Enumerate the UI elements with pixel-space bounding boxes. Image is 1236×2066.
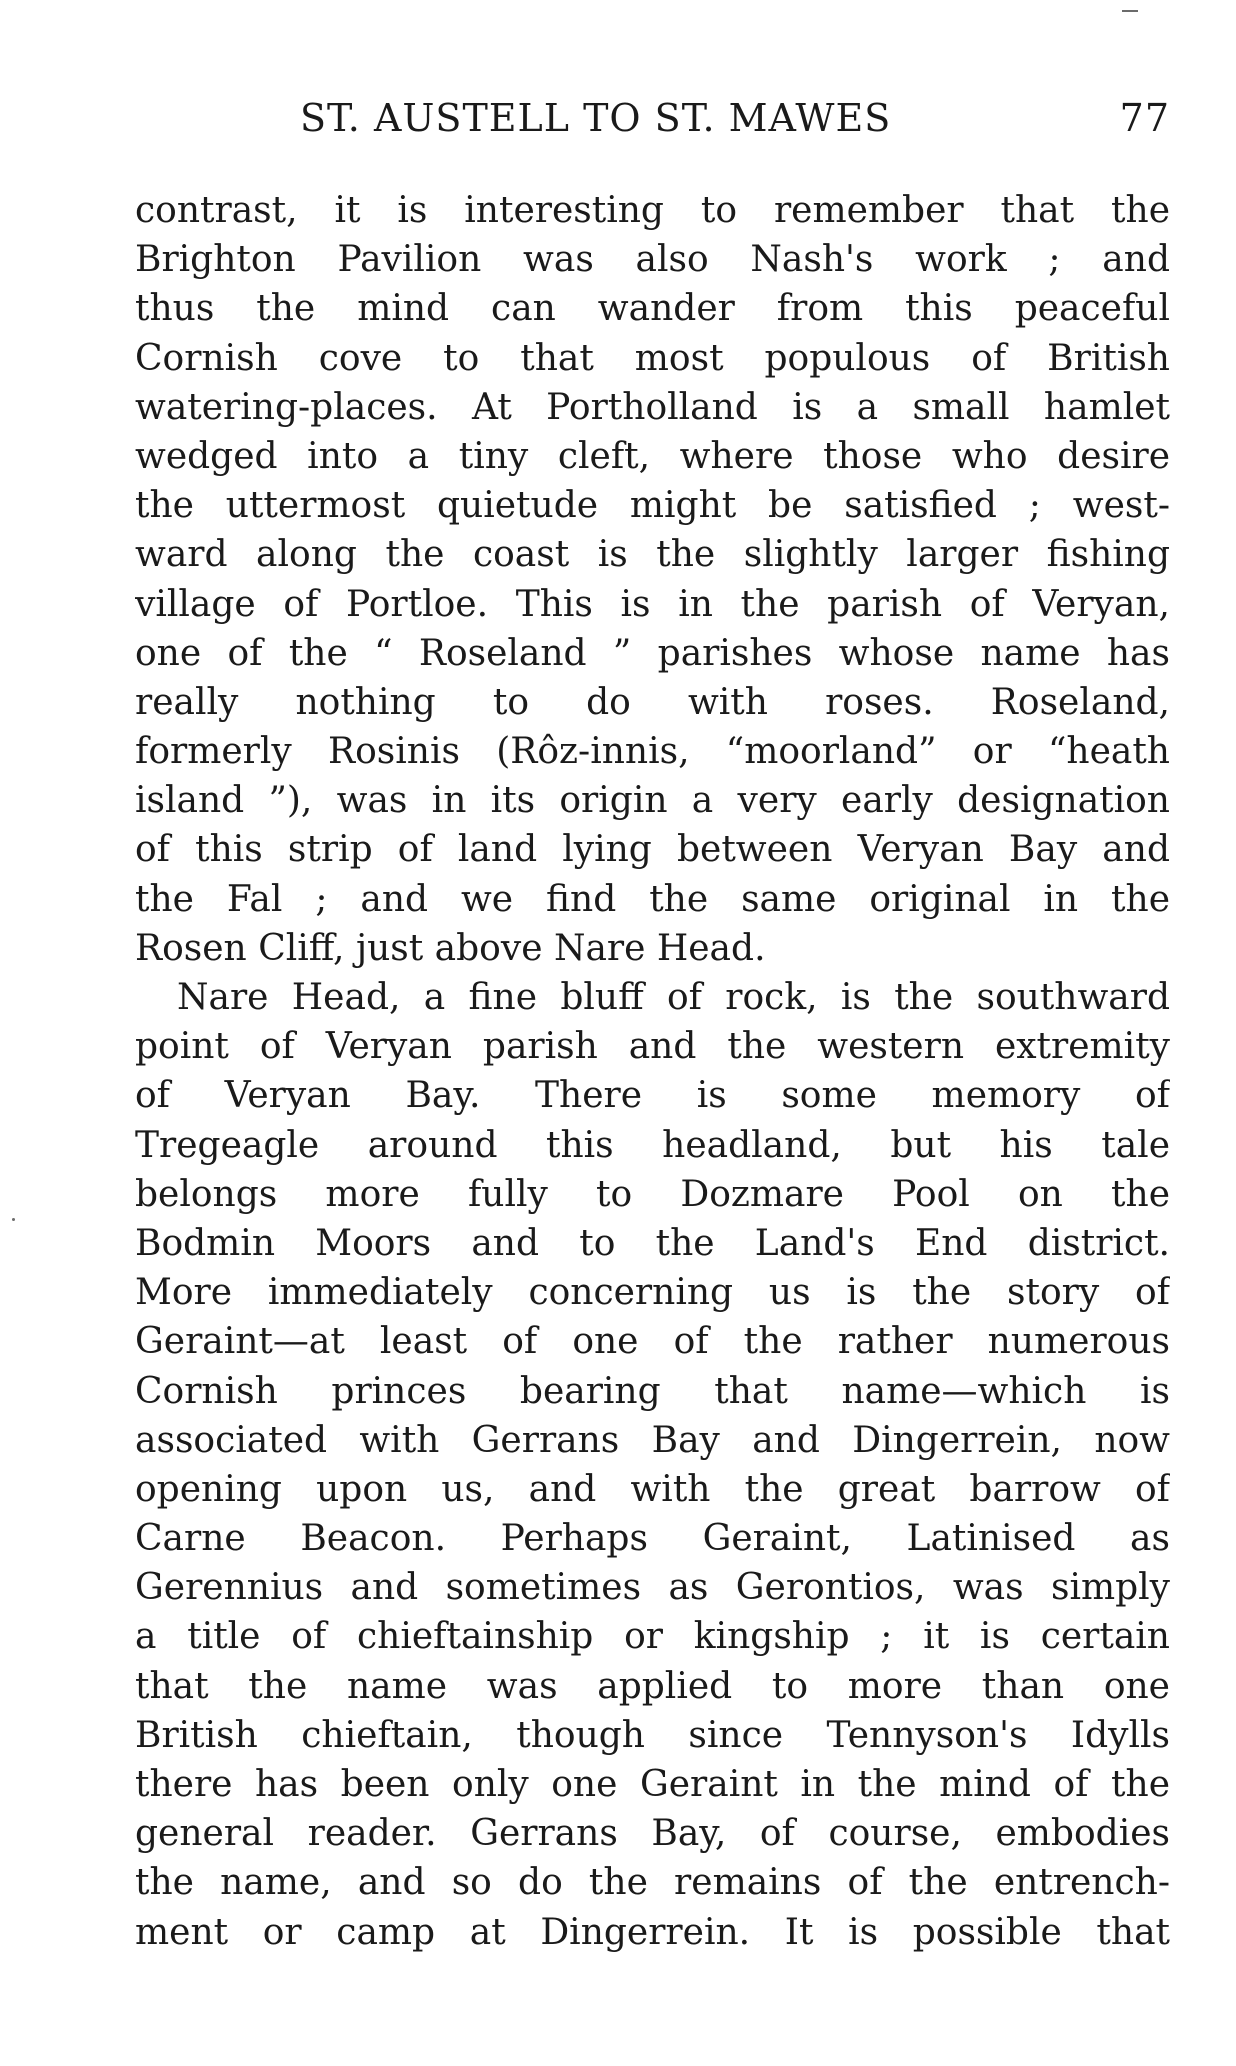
text-line: point of Veryan parish and the western extremity — [135, 1026, 1170, 1068]
text-line: a title of chieftainship or kingship ; it is certain — [135, 1616, 1170, 1658]
text-line: associated with Gerrans Bay and Dingerrein, now — [135, 1419, 1170, 1461]
text-line: there has been only one Geraint in the mind of the — [135, 1764, 1170, 1805]
text-line: Brighton Pavilion was also Nash's work ; and — [135, 239, 1170, 281]
text-line: one of the “ Roseland ” parishes whose name has — [135, 632, 1170, 674]
text-line: Cornish cove to that most populous of British — [135, 337, 1170, 379]
text-line: the uttermost quietude might be satisfied ; west- — [135, 485, 1170, 527]
text-line: belongs more fully to Dozmare Pool on the — [135, 1173, 1170, 1215]
text-line: Gerennius and sometimes as Gerontios, was simply — [135, 1567, 1170, 1609]
paragraph-end-line: Rosen Cliff, just above Nare Head. — [135, 927, 766, 969]
text-line: watering-places. At Portholland is a small hamlet — [135, 386, 1170, 428]
text-line: village of Portloe. This is in the parish of Veryan, — [135, 583, 1170, 625]
text-line: Carne Beacon. Perhaps Geraint, Latinised as — [135, 1518, 1170, 1560]
text-line: Geraint—at least of one of the rather numerous — [135, 1321, 1170, 1363]
text-line: contrast, it is interesting to remember that the — [135, 190, 1170, 231]
text-line: More immediately concerning us is the story of — [135, 1272, 1170, 1314]
scan-mark — [1122, 10, 1138, 12]
text-line: formerly Rosinis (Rôz-innis, “moorland” or “heath — [135, 731, 1170, 773]
text-line: of Veryan Bay. There is some memory of — [135, 1075, 1170, 1117]
text-line: island ”), was in its origin a very early designation — [135, 780, 1170, 822]
text-line: really nothing to do with roses. Roseland, — [135, 681, 1170, 723]
text-line: British chieftain, though since Tennyson's Idylls — [135, 1714, 1170, 1756]
text-line: the Fal ; and we find the same original in the — [135, 878, 1170, 920]
text-line: wedged into a tiny cleft, where those who desire — [135, 435, 1170, 477]
scan-speck — [12, 1218, 15, 1221]
text-line: ment or camp at Dingerrein. It is possible that — [135, 1911, 1170, 1953]
text-line: Cornish princes bearing that name—which is — [135, 1370, 1170, 1412]
running-head — [135, 96, 1170, 146]
text-line: opening upon us, and with the great barrow of — [135, 1468, 1170, 1510]
text-line: that the name was applied to more than one — [135, 1665, 1170, 1707]
text-line: the name, and so do the remains of the entrench- — [135, 1862, 1170, 1904]
paragraph-start-line: Nare Head, a fine bluff of rock, is the southward — [177, 977, 1170, 1018]
text-line: general reader. Gerrans Bay, of course, embodies — [135, 1813, 1170, 1855]
text-line: of this strip of land lying between Veryan Bay and — [135, 829, 1170, 871]
text-line: ward along the coast is the slightly larger fishing — [135, 534, 1170, 576]
text-line: thus the mind can wander from this peaceful — [135, 288, 1170, 330]
text-line: Bodmin Moors and to the Land's End district. — [135, 1222, 1170, 1264]
page-number: 77 — [1119, 96, 1170, 140]
body-text — [135, 186, 1170, 1957]
running-title: ST. AUSTELL TO ST. MAWES — [300, 96, 892, 140]
text-line: Tregeagle around this headland, but his tale — [135, 1124, 1170, 1166]
